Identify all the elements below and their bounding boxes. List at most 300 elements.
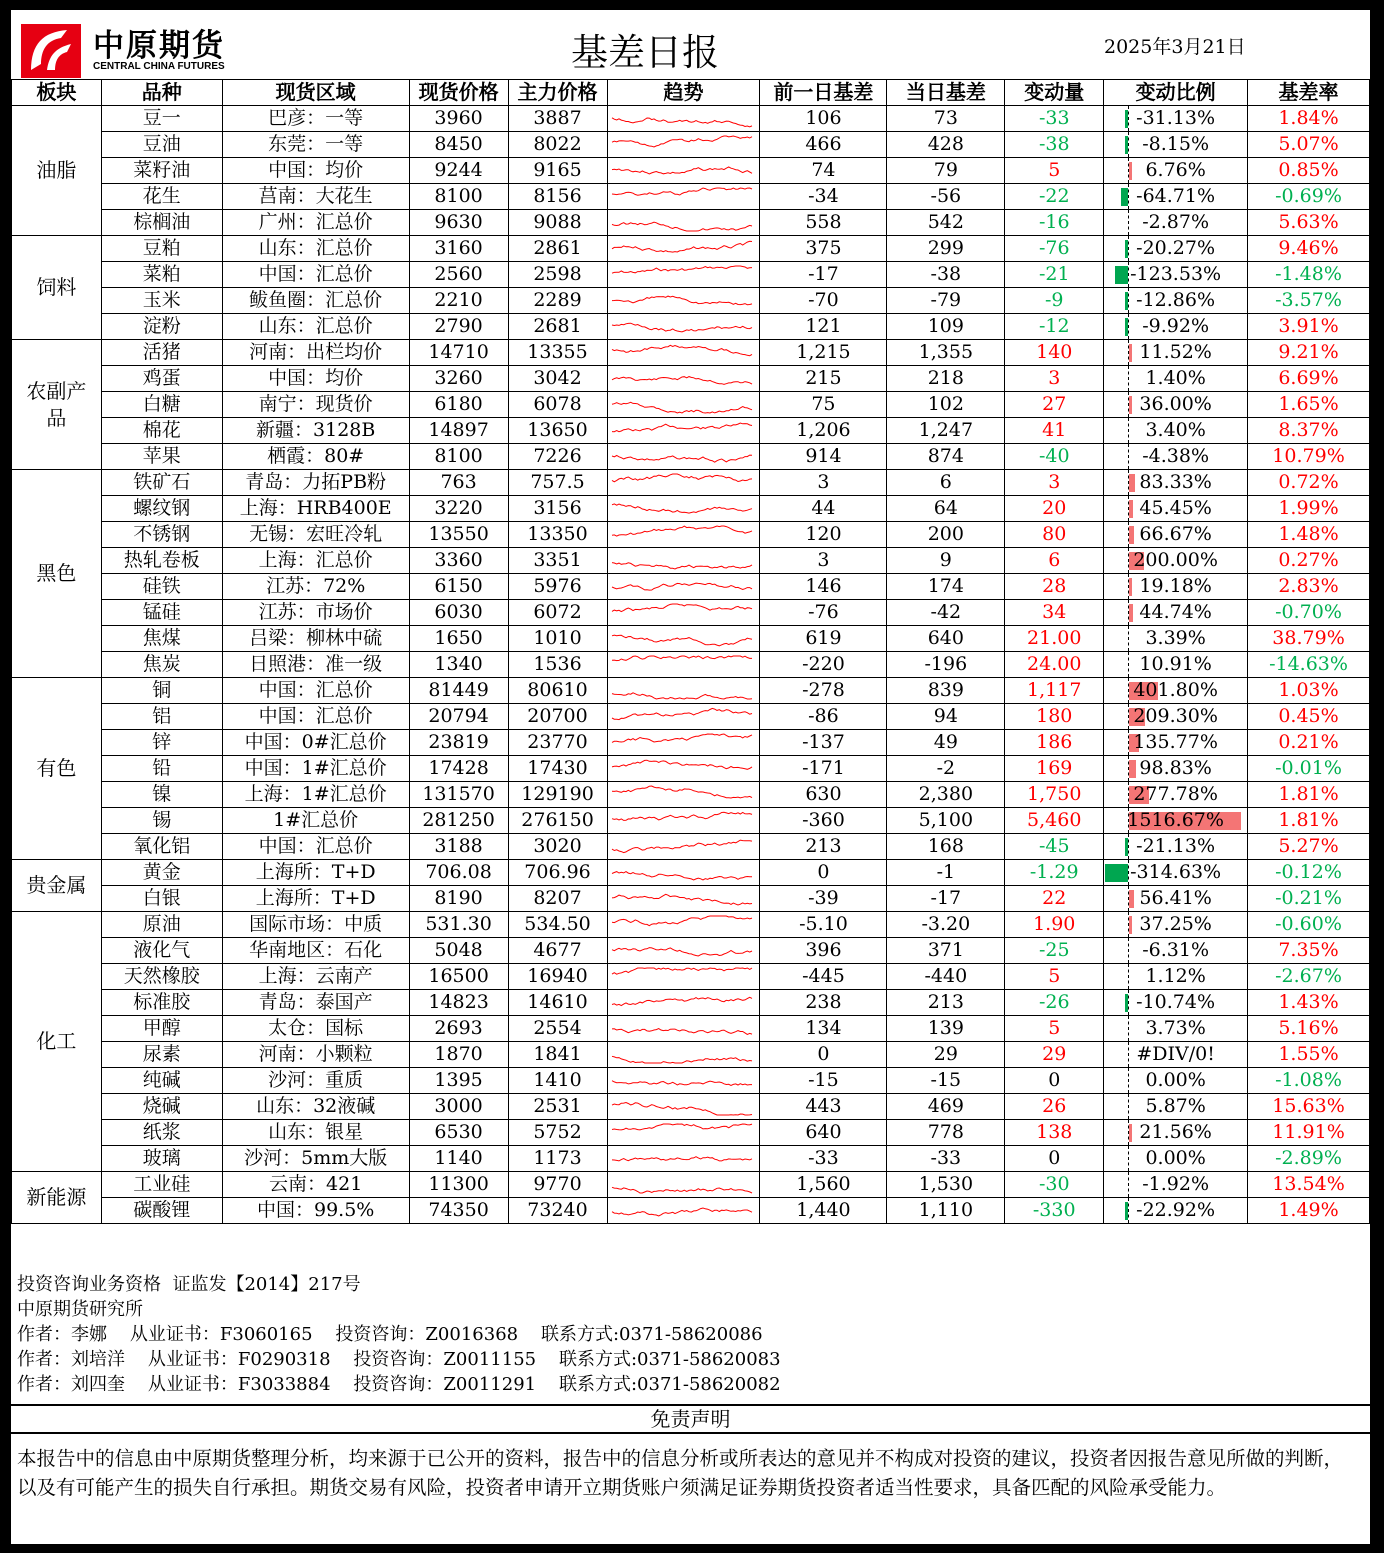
change-ratio (1104, 756, 1248, 782)
main-price: 2531 (508, 1094, 607, 1120)
main-price: 6078 (508, 392, 607, 418)
change-ratio (1104, 808, 1248, 834)
spot-price: 2210 (409, 288, 508, 314)
trend-sparkline (608, 912, 756, 937)
trend-sparkline (608, 1120, 756, 1145)
spot-price: 8100 (409, 444, 508, 470)
trend-sparkline (608, 1016, 756, 1041)
spot-region: 沙河：重质 (222, 1068, 409, 1094)
change-amount: 169 (1005, 756, 1104, 782)
change-ratio (1104, 184, 1248, 210)
spot-price: 6030 (409, 600, 508, 626)
change-ratio (1104, 418, 1248, 444)
trend-sparkline (608, 158, 756, 183)
cur-basis: -440 (887, 964, 1005, 990)
spot-price: 3160 (409, 236, 508, 262)
trend-sparkline (608, 1172, 756, 1197)
spot-region: 日照港：准一级 (222, 652, 409, 678)
product-name: 铅 (101, 756, 222, 782)
spot-region: 上海：云南产 (222, 964, 409, 990)
trend-sparkline (608, 1068, 756, 1093)
table-row (12, 184, 1370, 210)
prev-basis: 213 (760, 834, 887, 860)
change-ratio-bar (1129, 916, 1132, 934)
trend-cell (607, 288, 760, 314)
cur-basis: 200 (887, 522, 1005, 548)
trend-sparkline (608, 652, 756, 677)
basis-rate: -1.08% (1248, 1068, 1370, 1094)
trend-sparkline (608, 1042, 756, 1067)
basis-rate: 10.79% (1248, 444, 1370, 470)
change-ratio-value: 36.00% (1139, 393, 1212, 415)
change-ratio-value: -1.92% (1142, 1173, 1209, 1195)
spot-price: 131570 (409, 782, 508, 808)
prev-basis: 396 (760, 938, 887, 964)
trend-cell (607, 1042, 760, 1068)
prev-basis: 914 (760, 444, 887, 470)
prev-basis: -137 (760, 730, 887, 756)
spot-region: 1#汇总价 (222, 808, 409, 834)
spot-price: 1395 (409, 1068, 508, 1094)
trend-sparkline (608, 184, 756, 209)
trend-line (612, 708, 752, 719)
product-name: 焦煤 (101, 626, 222, 652)
change-ratio-bar (1129, 500, 1132, 518)
cur-basis: 49 (887, 730, 1005, 756)
change-ratio-value: 19.18% (1139, 575, 1212, 597)
bar-axis (1128, 314, 1129, 339)
change-amount: 140 (1005, 340, 1104, 366)
change-ratio-value: 44.74% (1139, 601, 1212, 623)
product-name: 焦炭 (101, 652, 222, 678)
prev-basis: 619 (760, 626, 887, 652)
table-row (12, 236, 1370, 262)
change-ratio (1104, 106, 1248, 132)
trend-line (612, 345, 752, 355)
prev-basis: 558 (760, 210, 887, 236)
product-name: 白银 (101, 886, 222, 912)
change-amount: 138 (1005, 1120, 1104, 1146)
trend-cell (607, 600, 760, 626)
change-amount: 1,750 (1005, 782, 1104, 808)
main-price: 3020 (508, 834, 607, 860)
table-row (12, 1094, 1370, 1120)
main-price: 3351 (508, 548, 607, 574)
spot-price: 23819 (409, 730, 508, 756)
trend-sparkline (608, 392, 756, 417)
change-ratio-bar (1129, 1124, 1132, 1142)
trend-cell (607, 964, 760, 990)
change-ratio (1104, 834, 1248, 860)
trend-line (612, 604, 752, 612)
trend-cell (607, 1172, 760, 1198)
sector-label: 农副产品 (12, 340, 102, 470)
trend-cell (607, 938, 760, 964)
trend-sparkline (608, 288, 756, 313)
change-amount: 22 (1005, 886, 1104, 912)
product-name: 锰硅 (101, 600, 222, 626)
change-ratio-value: 401.80% (1133, 679, 1218, 701)
change-ratio (1104, 574, 1248, 600)
bar-axis (1128, 210, 1129, 235)
prev-basis: 0 (760, 860, 887, 886)
trend-line (612, 693, 752, 699)
table-header-row (12, 80, 1370, 106)
change-amount: -26 (1005, 990, 1104, 1016)
table-row (12, 626, 1370, 652)
trend-line (612, 734, 752, 742)
change-ratio (1104, 1172, 1248, 1198)
table-row (12, 496, 1370, 522)
cur-basis: 213 (887, 990, 1005, 1016)
change-ratio (1104, 158, 1248, 184)
trend-sparkline (608, 574, 756, 599)
change-amount: 0 (1005, 1146, 1104, 1172)
main-price: 13650 (508, 418, 607, 444)
trend-sparkline (608, 600, 756, 625)
product-name: 螺纹钢 (101, 496, 222, 522)
bar-axis (1128, 1146, 1129, 1171)
column-header: 板块 (12, 80, 102, 106)
table-row (12, 1016, 1370, 1042)
spot-region: 栖霞：80# (222, 444, 409, 470)
basis-rate: 0.21% (1248, 730, 1370, 756)
trend-line (612, 241, 752, 252)
change-ratio-value: 200.00% (1133, 549, 1218, 571)
basis-rate: -0.70% (1248, 600, 1370, 626)
spot-price: 763 (409, 470, 508, 496)
basis-rate: 1.99% (1248, 496, 1370, 522)
table-row (12, 548, 1370, 574)
trend-line (612, 1157, 752, 1161)
change-ratio-value: -20.27% (1136, 237, 1216, 259)
spot-region: 河南：出栏均价 (222, 340, 409, 366)
trend-cell (607, 314, 760, 340)
bar-axis (1128, 236, 1129, 261)
change-ratio-value: -6.31% (1142, 939, 1209, 961)
disclaimer-text: 本报告中的信息由中原期货整理分析，均来源于已公开的资料，报告中的信息分析或所表达的意见并不构成对投资的建议，投资者因报告意见所做的判断，以及有可能产生的损失自行承担。期货交易有风险，投资者申请开立期货账户须满足证券期货投资者适当性要求，具备匹配的风险承受能力。 (17, 1447, 1344, 1499)
spot-price: 20794 (409, 704, 508, 730)
main-price: 8156 (508, 184, 607, 210)
prev-basis: 466 (760, 132, 887, 158)
table-row (12, 938, 1370, 964)
change-ratio (1104, 366, 1248, 392)
institute-line: 中原期货研究所 (17, 1299, 143, 1320)
change-ratio-value: 11.52% (1139, 341, 1212, 363)
change-amount: -16 (1005, 210, 1104, 236)
table-row (12, 574, 1370, 600)
spot-region: 华南地区：石化 (222, 938, 409, 964)
change-ratio (1104, 262, 1248, 288)
cur-basis: 428 (887, 132, 1005, 158)
bar-axis (1128, 1068, 1129, 1093)
change-amount: 28 (1005, 574, 1104, 600)
trend-sparkline (608, 132, 756, 157)
main-price: 1536 (508, 652, 607, 678)
trend-cell (607, 470, 760, 496)
prev-basis: 121 (760, 314, 887, 340)
change-ratio (1104, 938, 1248, 964)
change-ratio (1104, 886, 1248, 912)
spot-price: 1650 (409, 626, 508, 652)
cur-basis: 6 (887, 470, 1005, 496)
change-ratio-value: 3.40% (1145, 419, 1206, 441)
trend-line (612, 1208, 752, 1216)
prev-basis: 375 (760, 236, 887, 262)
table-row (12, 1172, 1370, 1198)
basis-rate: -0.69% (1248, 184, 1370, 210)
cur-basis: 371 (887, 938, 1005, 964)
spot-region: 新疆：3128B (222, 418, 409, 444)
product-name: 活猪 (101, 340, 222, 366)
basis-rate: 7.35% (1248, 938, 1370, 964)
change-ratio-bar (1129, 396, 1132, 414)
basis-rate: 1.84% (1248, 106, 1370, 132)
spot-region: 江苏：72% (222, 574, 409, 600)
table-row (12, 210, 1370, 236)
prev-basis: -171 (760, 756, 887, 782)
change-ratio (1104, 210, 1248, 236)
spot-region: 国际市场：中质 (222, 912, 409, 938)
change-ratio-bar (1129, 344, 1132, 362)
change-ratio (1104, 782, 1248, 808)
trend-sparkline (608, 210, 756, 235)
report-sheet (11, 10, 1370, 1544)
change-ratio-bar (1125, 110, 1128, 128)
main-price: 1173 (508, 1146, 607, 1172)
trend-cell (607, 626, 760, 652)
change-ratio-bar (1125, 136, 1128, 154)
change-ratio-bar (1129, 526, 1133, 544)
change-ratio-value: 277.78% (1133, 783, 1218, 805)
trend-line (612, 872, 752, 880)
trend-line (612, 812, 752, 820)
spot-region: 莒南：大花生 (222, 184, 409, 210)
change-amount: -21 (1005, 262, 1104, 288)
table-row (12, 808, 1370, 834)
change-ratio (1104, 1198, 1248, 1224)
change-ratio-value: 6.76% (1145, 159, 1206, 181)
change-ratio-value: 1.40% (1145, 367, 1206, 389)
table-row (12, 730, 1370, 756)
bar-axis (1128, 652, 1129, 677)
main-price: 7226 (508, 444, 607, 470)
trend-line (612, 1187, 752, 1193)
main-price: 534.50 (508, 912, 607, 938)
change-ratio-value: -31.13% (1136, 107, 1216, 129)
product-name: 硅铁 (101, 574, 222, 600)
trend-sparkline (608, 782, 756, 807)
change-ratio-value: 21.56% (1139, 1121, 1212, 1143)
spot-region: 上海所：T+D (222, 886, 409, 912)
trend-sparkline (608, 1198, 756, 1223)
basis-rate: -1.48% (1248, 262, 1370, 288)
product-name: 液化气 (101, 938, 222, 964)
table-row (12, 1198, 1370, 1224)
spot-price: 2693 (409, 1016, 508, 1042)
change-ratio-value: -9.92% (1142, 315, 1209, 337)
basis-rate: 0.27% (1248, 548, 1370, 574)
prev-basis: 44 (760, 496, 887, 522)
spot-region: 山东：汇总价 (222, 236, 409, 262)
bar-axis (1128, 1042, 1129, 1067)
change-ratio (1104, 522, 1248, 548)
basis-rate: 0.72% (1248, 470, 1370, 496)
trend-cell (607, 834, 760, 860)
trend-cell (607, 860, 760, 886)
change-ratio-value: 3.39% (1145, 627, 1206, 649)
change-amount: -40 (1005, 444, 1104, 470)
trend-line (612, 968, 752, 974)
cur-basis: -56 (887, 184, 1005, 210)
main-price: 3156 (508, 496, 607, 522)
bar-axis (1128, 626, 1129, 651)
trend-cell (607, 106, 760, 132)
table-row (12, 132, 1370, 158)
product-name: 天然橡胶 (101, 964, 222, 990)
cur-basis: 1,110 (887, 1198, 1005, 1224)
trend-line (612, 188, 752, 195)
cur-basis: 102 (887, 392, 1005, 418)
column-header: 前一日基差 (760, 80, 887, 106)
change-amount: -330 (1005, 1198, 1104, 1224)
main-price: 2289 (508, 288, 607, 314)
change-amount: 21.00 (1005, 626, 1104, 652)
spot-price: 6180 (409, 392, 508, 418)
spot-price: 1870 (409, 1042, 508, 1068)
main-price: 757.5 (508, 470, 607, 496)
product-name: 花生 (101, 184, 222, 210)
change-ratio-value: 3.73% (1145, 1017, 1206, 1039)
change-ratio-bar (1125, 838, 1128, 856)
logo-english-name: CENTRAL CHINA FUTURES (93, 61, 225, 72)
main-price: 5752 (508, 1120, 607, 1146)
spot-region: 山东：银星 (222, 1120, 409, 1146)
product-name: 锡 (101, 808, 222, 834)
basis-rate: 9.21% (1248, 340, 1370, 366)
change-ratio (1104, 288, 1248, 314)
product-name: 棕榈油 (101, 210, 222, 236)
spot-price: 531.30 (409, 912, 508, 938)
prev-basis: -33 (760, 1146, 887, 1172)
table-row (12, 392, 1370, 418)
table-row (12, 834, 1370, 860)
trend-line (612, 504, 752, 513)
main-price: 9088 (508, 210, 607, 236)
cur-basis: 640 (887, 626, 1005, 652)
main-price: 2681 (508, 314, 607, 340)
trend-sparkline (608, 496, 756, 521)
spot-region: 河南：小颗粒 (222, 1042, 409, 1068)
spot-region: 中国：汇总价 (222, 678, 409, 704)
main-price: 17430 (508, 756, 607, 782)
report-title: 基差日报 (571, 31, 719, 74)
trend-cell (607, 574, 760, 600)
change-ratio (1104, 340, 1248, 366)
bar-axis (1128, 1172, 1129, 1197)
prev-basis: 74 (760, 158, 887, 184)
author-line: 作者：刘培洋 从业证书：F0290318 投资咨询：Z0011155 联系方式:0371-58620083 (17, 1349, 781, 1370)
table-row (12, 444, 1370, 470)
trend-cell (607, 366, 760, 392)
trend-line (612, 526, 752, 536)
trend-sparkline (608, 444, 756, 469)
trend-cell (607, 392, 760, 418)
report-footer (17, 1272, 781, 1397)
change-ratio (1104, 964, 1248, 990)
cur-basis: -3.20 (887, 912, 1005, 938)
table-row (12, 340, 1370, 366)
change-ratio (1104, 1094, 1248, 1120)
prev-basis: -278 (760, 678, 887, 704)
trend-sparkline (608, 340, 756, 365)
product-name: 豆油 (101, 132, 222, 158)
change-ratio-value: -314.63% (1130, 861, 1222, 883)
column-header: 现货价格 (409, 80, 508, 106)
cur-basis: -38 (887, 262, 1005, 288)
cur-basis: -2 (887, 756, 1005, 782)
prev-basis: 146 (760, 574, 887, 600)
prev-basis: -86 (760, 704, 887, 730)
change-ratio-bar (1129, 578, 1132, 596)
table-row (12, 600, 1370, 626)
change-ratio-value: -21.13% (1136, 835, 1216, 857)
prev-basis: 134 (760, 1016, 887, 1042)
change-ratio-value: -22.92% (1136, 1199, 1216, 1221)
basis-rate: 0.45% (1248, 704, 1370, 730)
spot-region: 鲅鱼圈：汇总价 (222, 288, 409, 314)
bar-axis (1128, 964, 1129, 989)
change-amount: 3 (1005, 366, 1104, 392)
bar-axis (1128, 288, 1129, 313)
change-ratio-bar (1121, 188, 1128, 206)
change-ratio (1104, 652, 1248, 678)
basis-rate: 5.27% (1248, 834, 1370, 860)
trend-line (612, 894, 752, 905)
cur-basis: 839 (887, 678, 1005, 704)
product-name: 菜籽油 (101, 158, 222, 184)
basis-rate: 1.03% (1248, 678, 1370, 704)
spot-price: 706.08 (409, 860, 508, 886)
trend-sparkline (608, 470, 756, 495)
change-amount: -1.29 (1005, 860, 1104, 886)
trend-sparkline (608, 938, 756, 963)
qualification-line: 投资咨询业务资格 证监发【2014】217号 (17, 1274, 361, 1295)
change-ratio-bar (1115, 266, 1128, 284)
table-row (12, 782, 1370, 808)
main-price: 276150 (508, 808, 607, 834)
trend-sparkline (608, 314, 756, 339)
spot-region: 中国：99.5% (222, 1198, 409, 1224)
basis-rate: 1.55% (1248, 1042, 1370, 1068)
change-ratio-value: 135.77% (1133, 731, 1218, 753)
spot-region: 中国：汇总价 (222, 262, 409, 288)
change-ratio-value: 1516.67% (1127, 809, 1224, 831)
trend-line (612, 323, 752, 332)
trend-cell (607, 444, 760, 470)
main-price: 20700 (508, 704, 607, 730)
cur-basis: 299 (887, 236, 1005, 262)
product-name: 氧化铝 (101, 834, 222, 860)
prev-basis: -34 (760, 184, 887, 210)
prev-basis: 120 (760, 522, 887, 548)
trend-cell (607, 496, 760, 522)
product-name: 标准胶 (101, 990, 222, 1016)
prev-basis: 3 (760, 548, 887, 574)
prev-basis: 3 (760, 470, 887, 496)
trend-cell (607, 1198, 760, 1224)
product-name: 豆一 (101, 106, 222, 132)
